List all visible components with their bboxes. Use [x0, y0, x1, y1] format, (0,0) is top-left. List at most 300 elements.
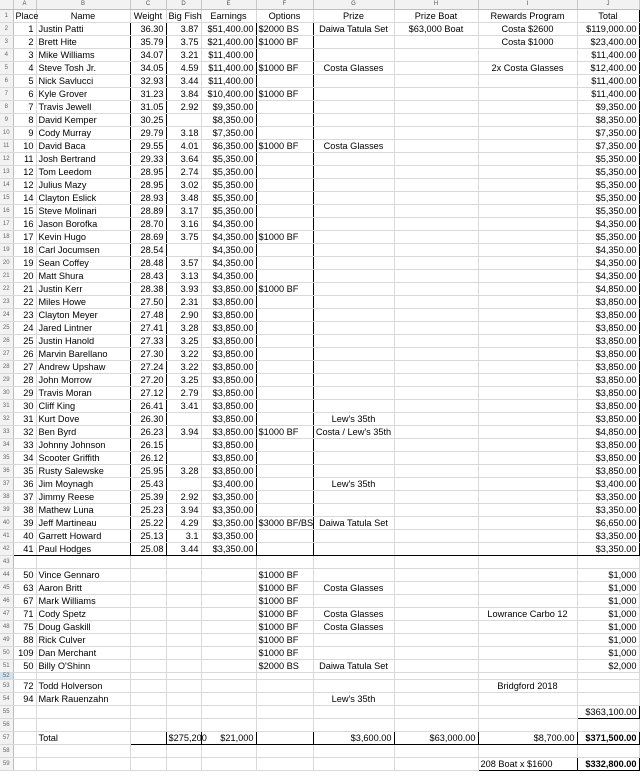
cell-big-fish[interactable]: 2.79 — [166, 387, 201, 400]
cell-name[interactable]: Carl Jocumsen — [36, 244, 130, 257]
column-header-g[interactable]: G — [313, 0, 394, 10]
cell-prize-boat[interactable] — [394, 387, 478, 400]
cell-rewards[interactable] — [478, 270, 577, 283]
cell-name[interactable]: Justin Kerr — [36, 283, 130, 296]
cell-prize[interactable] — [313, 127, 394, 140]
cell-options[interactable] — [256, 192, 313, 205]
cell-rewards[interactable]: Lowrance Carbo 12 — [478, 608, 577, 621]
cell-name[interactable]: Billy O'Shinn — [36, 660, 130, 673]
cell-prize[interactable]: Daiwa Tatula Set — [313, 517, 394, 530]
cell-rewards[interactable] — [478, 413, 577, 426]
row-number[interactable]: 17 — [0, 218, 13, 231]
cell-earnings[interactable]: $3,850.00 — [201, 426, 256, 439]
empty-cell[interactable] — [313, 556, 394, 569]
header-place[interactable]: Place — [13, 10, 36, 23]
cell-name[interactable]: Garrett Howard — [36, 530, 130, 543]
cell-earnings[interactable]: $3,350.00 — [201, 543, 256, 556]
cell-weight[interactable]: 30.25 — [130, 114, 166, 127]
cell-rewards[interactable] — [478, 387, 577, 400]
header-prize-boat[interactable]: Prize Boat — [394, 10, 478, 23]
cell-place[interactable]: 21 — [13, 283, 36, 296]
cell-options[interactable] — [256, 335, 313, 348]
cell-prize[interactable] — [313, 166, 394, 179]
cell-prize[interactable] — [313, 322, 394, 335]
cell-rewards[interactable] — [478, 582, 577, 595]
cell-name[interactable]: Jeff Martineau — [36, 517, 130, 530]
cell-weight[interactable]: 34.05 — [130, 62, 166, 75]
cell-options[interactable] — [256, 153, 313, 166]
cell-options[interactable] — [256, 179, 313, 192]
cell-rewards[interactable] — [478, 218, 577, 231]
cell-weight[interactable]: 28.43 — [130, 270, 166, 283]
cell-place[interactable]: 18 — [13, 244, 36, 257]
cell-earnings[interactable]: $11,400.00 — [201, 75, 256, 88]
cell-options[interactable] — [256, 543, 313, 556]
cell-prize-boat[interactable] — [394, 530, 478, 543]
empty-cell[interactable] — [256, 673, 313, 680]
column-header-c[interactable]: C — [130, 0, 166, 10]
cell-total[interactable]: $11,400.00 — [577, 49, 639, 62]
empty-cell[interactable] — [313, 745, 394, 758]
cell-prize-boat[interactable] — [394, 465, 478, 478]
cell-total[interactable]: $23,400.00 — [577, 36, 639, 49]
cell-big-fish[interactable]: 3.41 — [166, 400, 201, 413]
cell-rewards[interactable] — [478, 296, 577, 309]
cell-big-fish[interactable]: 2.92 — [166, 101, 201, 114]
cell-big-fish[interactable] — [166, 595, 201, 608]
cell-rewards[interactable] — [478, 179, 577, 192]
cell-place[interactable]: 12 — [13, 166, 36, 179]
cell-weight[interactable]: 31.23 — [130, 88, 166, 101]
cell-big-fish[interactable]: 3.44 — [166, 75, 201, 88]
cell-place[interactable]: 4 — [13, 62, 36, 75]
cell-total[interactable]: $3,850.00 — [577, 348, 639, 361]
cell-place[interactable]: 6 — [13, 88, 36, 101]
boat-note-label[interactable]: 208 Boat x $1600 — [478, 758, 577, 771]
cell-place[interactable]: 23 — [13, 309, 36, 322]
row-number[interactable]: 30 — [0, 387, 13, 400]
cell-rewards[interactable] — [478, 647, 577, 660]
cell-place[interactable]: 9 — [13, 127, 36, 140]
total-earnings[interactable]: $275,200 — [166, 732, 201, 745]
cell-big-fish[interactable]: 2.31 — [166, 296, 201, 309]
row-number[interactable]: 7 — [0, 88, 13, 101]
cell-earnings[interactable]: $4,350.00 — [201, 218, 256, 231]
row-number[interactable]: 44 — [0, 569, 13, 582]
cell-big-fish[interactable] — [166, 634, 201, 647]
empty-cell[interactable] — [166, 556, 201, 569]
cell-prize-boat[interactable] — [394, 62, 478, 75]
cell-name[interactable]: Mathew Luna — [36, 504, 130, 517]
cell-weight[interactable]: 29.55 — [130, 140, 166, 153]
row-number[interactable]: 12 — [0, 153, 13, 166]
cell-prize[interactable]: Costa Glasses — [313, 621, 394, 634]
cell-name[interactable]: Mark Rauenzahn — [36, 693, 130, 706]
cell-prize[interactable] — [313, 257, 394, 270]
cell-prize[interactable] — [313, 296, 394, 309]
cell-prize[interactable]: Costa Glasses — [313, 582, 394, 595]
cell-earnings[interactable]: $3,400.00 — [201, 478, 256, 491]
empty-cell[interactable] — [36, 745, 130, 758]
cell-name[interactable]: Dan Merchant — [36, 647, 130, 660]
empty-cell[interactable] — [201, 706, 256, 719]
total-prize-boat[interactable]: $63,000.00 — [394, 732, 478, 745]
cell-prize[interactable]: Costa Glasses — [313, 62, 394, 75]
cell-options[interactable]: $2000 BS — [256, 23, 313, 36]
cell-prize-boat[interactable] — [394, 439, 478, 452]
row-number[interactable]: 55 — [0, 706, 13, 719]
cell-big-fish[interactable]: 4.01 — [166, 140, 201, 153]
empty-cell[interactable] — [394, 673, 478, 680]
cell-place[interactable]: 31 — [13, 413, 36, 426]
cell-options[interactable] — [256, 452, 313, 465]
cell-prize-boat[interactable] — [394, 569, 478, 582]
empty-cell[interactable] — [130, 673, 166, 680]
cell-place[interactable]: 38 — [13, 504, 36, 517]
cell-prize[interactable] — [313, 680, 394, 693]
empty-cell[interactable] — [201, 673, 256, 680]
cell-rewards[interactable] — [478, 634, 577, 647]
subtotal-value[interactable]: $363,100.00 — [577, 706, 639, 719]
empty-cell[interactable] — [577, 556, 639, 569]
cell-rewards[interactable] — [478, 660, 577, 673]
cell-weight[interactable]: 31.05 — [130, 101, 166, 114]
cell-prize-boat[interactable] — [394, 517, 478, 530]
cell-place[interactable]: 5 — [13, 75, 36, 88]
row-number[interactable]: 2 — [0, 23, 13, 36]
cell-prize-boat[interactable] — [394, 660, 478, 673]
cell-total[interactable]: $12,400.00 — [577, 62, 639, 75]
cell-options[interactable] — [256, 114, 313, 127]
cell-prize-boat[interactable] — [394, 634, 478, 647]
cell-place[interactable]: 29 — [13, 387, 36, 400]
cell-big-fish[interactable]: 2.92 — [166, 491, 201, 504]
row-number[interactable]: 39 — [0, 504, 13, 517]
cell-place[interactable]: 50 — [13, 660, 36, 673]
cell-big-fish[interactable]: 3.48 — [166, 192, 201, 205]
cell-prize[interactable] — [313, 530, 394, 543]
cell-total[interactable]: $1,000 — [577, 595, 639, 608]
cell-place[interactable]: 1 — [13, 23, 36, 36]
empty-cell[interactable] — [201, 758, 256, 771]
cell-prize-boat[interactable] — [394, 400, 478, 413]
cell-place[interactable]: 15 — [13, 205, 36, 218]
cell-place[interactable]: 11 — [13, 153, 36, 166]
cell-earnings[interactable]: $5,350.00 — [201, 166, 256, 179]
cell-prize[interactable] — [313, 49, 394, 62]
cell-prize-boat[interactable] — [394, 244, 478, 257]
cell-big-fish[interactable] — [166, 621, 201, 634]
cell-rewards[interactable] — [478, 192, 577, 205]
cell-name[interactable]: Mike Williams — [36, 49, 130, 62]
cell-options[interactable] — [256, 322, 313, 335]
cell-weight[interactable]: 27.48 — [130, 309, 166, 322]
empty-cell[interactable] — [36, 758, 130, 771]
empty-cell[interactable] — [36, 706, 130, 719]
cell-rewards[interactable] — [478, 114, 577, 127]
cell-prize[interactable] — [313, 504, 394, 517]
cell-rewards[interactable] — [478, 244, 577, 257]
row-number[interactable]: 52 — [0, 673, 13, 680]
row-number[interactable]: 23 — [0, 296, 13, 309]
cell-name[interactable]: Clayton Meyer — [36, 309, 130, 322]
cell-place[interactable]: 35 — [13, 465, 36, 478]
cell-big-fish[interactable]: 3.94 — [166, 426, 201, 439]
cell-rewards[interactable] — [478, 309, 577, 322]
cell-total[interactable]: $1,000 — [577, 621, 639, 634]
cell-big-fish[interactable]: 3.25 — [166, 374, 201, 387]
cell-big-fish[interactable] — [166, 478, 201, 491]
cell-place[interactable]: 39 — [13, 517, 36, 530]
cell-prize-boat[interactable] — [394, 348, 478, 361]
row-number[interactable]: 36 — [0, 465, 13, 478]
cell-options[interactable]: $1000 BF — [256, 621, 313, 634]
cell-earnings[interactable]: $11,400.00 — [201, 62, 256, 75]
cell-total[interactable]: $7,350.00 — [577, 127, 639, 140]
row-number[interactable]: 16 — [0, 205, 13, 218]
cell-earnings[interactable] — [201, 660, 256, 673]
cell-weight[interactable]: 28.93 — [130, 192, 166, 205]
cell-total[interactable]: $4,350.00 — [577, 270, 639, 283]
cell-rewards[interactable] — [478, 49, 577, 62]
column-header-b[interactable]: B — [36, 0, 130, 10]
cell-big-fish[interactable]: 4.59 — [166, 62, 201, 75]
cell-prize-boat[interactable] — [394, 101, 478, 114]
empty-cell[interactable] — [166, 745, 201, 758]
cell-earnings[interactable]: $3,850.00 — [201, 361, 256, 374]
cell-place[interactable]: 40 — [13, 530, 36, 543]
cell-weight[interactable]: 26.15 — [130, 439, 166, 452]
cell-earnings[interactable]: $4,350.00 — [201, 244, 256, 257]
cell-place[interactable]: 7 — [13, 101, 36, 114]
header-earnings[interactable]: Earnings — [201, 10, 256, 23]
cell-prize[interactable] — [313, 218, 394, 231]
empty-cell[interactable] — [577, 719, 639, 732]
cell-big-fish[interactable] — [166, 413, 201, 426]
cell-place[interactable]: 33 — [13, 439, 36, 452]
row-number[interactable]: 25 — [0, 322, 13, 335]
cell-options[interactable]: $1000 BF — [256, 634, 313, 647]
row-number[interactable]: 4 — [0, 49, 13, 62]
empty-cell[interactable] — [201, 745, 256, 758]
cell-name[interactable]: Doug Gaskill — [36, 621, 130, 634]
cell-prize[interactable]: Lew's 35th — [313, 413, 394, 426]
cell-prize-boat[interactable] — [394, 361, 478, 374]
cell-big-fish[interactable] — [166, 647, 201, 660]
cell-place[interactable]: 30 — [13, 400, 36, 413]
cell-name[interactable]: Cody Murray — [36, 127, 130, 140]
column-header-i[interactable]: I — [478, 0, 577, 10]
cell-options[interactable] — [256, 465, 313, 478]
cell-total[interactable]: $3,850.00 — [577, 374, 639, 387]
cell-name[interactable]: Vince Gennaro — [36, 569, 130, 582]
cell-earnings[interactable]: $51,400.00 — [201, 23, 256, 36]
cell-place[interactable]: 41 — [13, 543, 36, 556]
cell-total[interactable]: $11,400.00 — [577, 88, 639, 101]
cell-total[interactable]: $3,850.00 — [577, 439, 639, 452]
cell-total[interactable]: $3,350.00 — [577, 543, 639, 556]
empty-cell[interactable] — [313, 673, 394, 680]
cell-prize[interactable] — [313, 75, 394, 88]
empty-cell[interactable] — [313, 719, 394, 732]
cell-big-fish[interactable]: 3.87 — [166, 23, 201, 36]
row-number[interactable]: 27 — [0, 348, 13, 361]
cell-prize-boat[interactable] — [394, 595, 478, 608]
cell-total[interactable]: $4,850.00 — [577, 426, 639, 439]
cell-earnings[interactable]: $11,400.00 — [201, 49, 256, 62]
cell-weight[interactable] — [130, 569, 166, 582]
row-number[interactable]: 13 — [0, 166, 13, 179]
cell-name[interactable]: Jim Moynagh — [36, 478, 130, 491]
cell-big-fish[interactable] — [166, 114, 201, 127]
cell-big-fish[interactable]: 3.02 — [166, 179, 201, 192]
row-number[interactable]: 3 — [0, 36, 13, 49]
cell-prize[interactable] — [313, 647, 394, 660]
cell-place[interactable]: 67 — [13, 595, 36, 608]
cell-big-fish[interactable]: 2.74 — [166, 166, 201, 179]
cell-options[interactable] — [256, 491, 313, 504]
cell-prize-boat[interactable] — [394, 49, 478, 62]
row-number[interactable]: 57 — [0, 732, 13, 745]
cell-prize[interactable] — [313, 374, 394, 387]
cell-prize[interactable] — [313, 595, 394, 608]
cell-prize-boat[interactable] — [394, 452, 478, 465]
header-name[interactable]: Name — [36, 10, 130, 23]
cell-options[interactable] — [256, 361, 313, 374]
cell-rewards[interactable] — [478, 101, 577, 114]
cell-place[interactable]: 8 — [13, 114, 36, 127]
cell-options[interactable]: $1000 BF — [256, 62, 313, 75]
cell-weight[interactable]: 32.93 — [130, 75, 166, 88]
row-number[interactable]: 59 — [0, 758, 13, 771]
cell-prize-boat[interactable] — [394, 36, 478, 49]
cell-place[interactable]: 50 — [13, 569, 36, 582]
cell-place[interactable]: 25 — [13, 335, 36, 348]
cell-weight[interactable]: 27.20 — [130, 374, 166, 387]
empty-cell[interactable] — [394, 758, 478, 771]
cell-total[interactable]: $3,350.00 — [577, 491, 639, 504]
cell-prize-boat[interactable] — [394, 231, 478, 244]
cell-prize[interactable] — [313, 244, 394, 257]
cell-earnings[interactable]: $8,350.00 — [201, 114, 256, 127]
cell-big-fish[interactable]: 3.84 — [166, 88, 201, 101]
row-number[interactable]: 49 — [0, 634, 13, 647]
cell-name[interactable]: Rusty Salewske — [36, 465, 130, 478]
cell-rewards[interactable] — [478, 257, 577, 270]
empty-cell[interactable] — [577, 673, 639, 680]
cell-prize[interactable] — [313, 179, 394, 192]
cell-big-fish[interactable] — [166, 439, 201, 452]
cell-weight[interactable] — [130, 582, 166, 595]
row-number[interactable]: 50 — [0, 647, 13, 660]
cell-options[interactable] — [256, 374, 313, 387]
cell-weight[interactable]: 28.89 — [130, 205, 166, 218]
cell-prize[interactable] — [313, 283, 394, 296]
cell-total[interactable]: $3,850.00 — [577, 309, 639, 322]
cell-name[interactable]: Johnny Johnson — [36, 439, 130, 452]
cell-place[interactable]: 22 — [13, 296, 36, 309]
empty-cell[interactable] — [13, 673, 36, 680]
cell-prize-boat[interactable] — [394, 335, 478, 348]
cell-weight[interactable]: 27.33 — [130, 335, 166, 348]
cell-place[interactable]: 63 — [13, 582, 36, 595]
cell-rewards[interactable] — [478, 75, 577, 88]
cell-name[interactable]: Matt Shura — [36, 270, 130, 283]
cell-earnings[interactable]: $4,350.00 — [201, 231, 256, 244]
cell-prize-boat[interactable] — [394, 309, 478, 322]
cell-prize[interactable] — [313, 88, 394, 101]
row-number[interactable]: 14 — [0, 179, 13, 192]
cell-weight[interactable] — [130, 634, 166, 647]
cell-total[interactable]: $7,350.00 — [577, 140, 639, 153]
cell-prize-boat[interactable] — [394, 647, 478, 660]
cell-prize[interactable] — [313, 387, 394, 400]
cell-name[interactable]: Brett Hite — [36, 36, 130, 49]
total-empty[interactable] — [130, 732, 166, 745]
cell-earnings[interactable]: $3,850.00 — [201, 439, 256, 452]
cell-prize[interactable]: Lew's 35th — [313, 478, 394, 491]
cell-weight[interactable] — [130, 621, 166, 634]
cell-total[interactable]: $3,850.00 — [577, 296, 639, 309]
cell-total[interactable]: $5,350.00 — [577, 192, 639, 205]
cell-prize[interactable] — [313, 270, 394, 283]
row-number[interactable]: 54 — [0, 693, 13, 706]
cell-big-fish[interactable]: 3.28 — [166, 322, 201, 335]
cell-total[interactable]: $2,000 — [577, 660, 639, 673]
empty-cell[interactable] — [13, 758, 36, 771]
total-label[interactable]: Total — [36, 732, 130, 745]
row-number[interactable]: 46 — [0, 595, 13, 608]
cell-earnings[interactable]: $3,850.00 — [201, 387, 256, 400]
cell-total[interactable]: $1,000 — [577, 647, 639, 660]
cell-total[interactable]: $11,400.00 — [577, 75, 639, 88]
cell-weight[interactable] — [130, 660, 166, 673]
empty-cell[interactable] — [36, 719, 130, 732]
cell-place[interactable]: 71 — [13, 608, 36, 621]
cell-weight[interactable] — [130, 680, 166, 693]
row-number[interactable]: 53 — [0, 680, 13, 693]
cell-weight[interactable]: 36.30 — [130, 23, 166, 36]
row-number[interactable]: 22 — [0, 283, 13, 296]
cell-prize-boat[interactable] — [394, 608, 478, 621]
cell-options[interactable] — [256, 75, 313, 88]
cell-prize-boat[interactable] — [394, 166, 478, 179]
cell-earnings[interactable]: $3,850.00 — [201, 283, 256, 296]
cell-rewards[interactable] — [478, 322, 577, 335]
cell-weight[interactable]: 27.50 — [130, 296, 166, 309]
row-number[interactable]: 26 — [0, 335, 13, 348]
empty-cell[interactable] — [256, 719, 313, 732]
cell-prize[interactable]: Costa Glasses — [313, 608, 394, 621]
cell-name[interactable]: Mark Williams — [36, 595, 130, 608]
cell-total[interactable]: $1,000 — [577, 608, 639, 621]
cell-big-fish[interactable] — [166, 693, 201, 706]
empty-cell[interactable] — [256, 706, 313, 719]
cell-options[interactable]: $1000 BF — [256, 231, 313, 244]
cell-options[interactable]: $1000 BF — [256, 426, 313, 439]
cell-prize[interactable] — [313, 465, 394, 478]
cell-options[interactable]: $1000 BF — [256, 582, 313, 595]
row-number[interactable]: 35 — [0, 452, 13, 465]
header-rewards[interactable]: Rewards Program — [478, 10, 577, 23]
cell-place[interactable]: 94 — [13, 693, 36, 706]
cell-prize-boat[interactable] — [394, 621, 478, 634]
cell-name[interactable]: David Kemper — [36, 114, 130, 127]
row-number[interactable]: 48 — [0, 621, 13, 634]
cell-options[interactable] — [256, 309, 313, 322]
empty-cell[interactable] — [313, 758, 394, 771]
cell-options[interactable]: $2000 BS — [256, 660, 313, 673]
